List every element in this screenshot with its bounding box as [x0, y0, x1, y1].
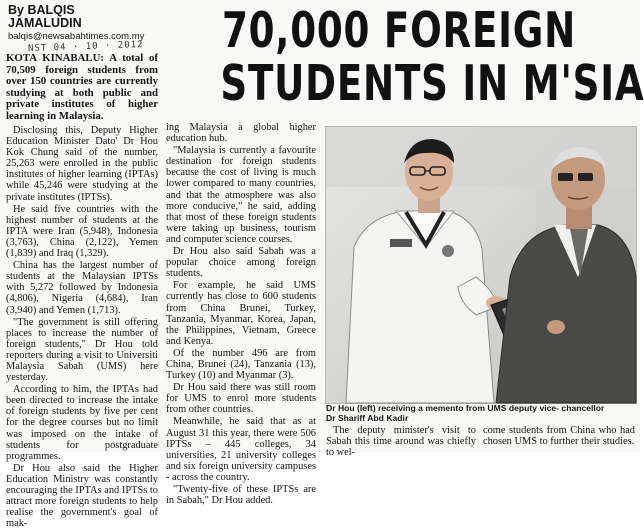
article-column-1 [6, 53, 158, 530]
article-paragraph: Meanwhile, he said that as at August 31 this year, there were 506 IPTSs – 445 colleges, 34 universities, 21 university colleges and six foreign university campuses - across the country. [166, 416, 316, 483]
article-paragraph: Of the number 496 are from China, Brunei (24), Tanzania (13), Turkey (10) and Myanmar (3). [166, 347, 316, 382]
photo-caption-line-2: Dr Shariff Abd Kadir [326, 413, 409, 423]
article-paragraph: "The government is still offering places to increase the number of foreign students," Dr Hou told reporters during a visit to Universiti Malaysia Sabah (UMS) here yesterday. [6, 316, 158, 384]
headline-line-2: STUDENTS IN M'SIA [220, 55, 644, 112]
article-paragraph: Dr Hou said there was still room for UMS to enrol more students from other countries. [166, 382, 316, 416]
article-paragraph: According to him, the IPTAs had been directed to increase the intake of foreign students by five per cent for the degree courses but no limit was imposed on the intake of students for postgraduate programmes. [6, 384, 158, 462]
article-paragraph: Disclosing this, Deputy Higher Education Minister Dato' Dr Hou Kok Chung said of the number, 25,263 were enrolled in the public institutes of higher learning (IPTAs) while 45,246 were studying at the private institutes (IPTSs). [6, 125, 158, 203]
photo-caption [326, 403, 636, 423]
article-paragraph: The deputy minister's visit to Sabah this time around was chiefly to wel- [326, 425, 476, 459]
article-paragraph: "Malaysia is currently a favourite destination for foreign students because the cost of living is much lower compared to many countries, and that the atmosphere was also more conducive," he said, adding that most of these foreign students were taking up business, tourism and computer science courses. [166, 145, 316, 245]
article-paragraph: Dr Hou also said Sabah was a popular choice among foreign students. [166, 246, 316, 280]
article-paragraph: come students from China who had chosen UMS to further their studies. [483, 425, 635, 448]
article-bottom-column-2 [483, 425, 635, 448]
headline [220, 2, 644, 112]
article-column-2 [166, 122, 316, 507]
article-lead: KOTA KINABALU: A total of 70,509 foreign students from over 150 countries are currently studying at both public and private institutes of higher learning in Malaysia. [6, 52, 158, 122]
news-photo [325, 126, 637, 404]
article-paragraph: Dr Hou also said the Higher Education Ministry was constantly encouraging the IPTAs and IPTSs to attract more foreign students to help realise the government's goal of mak- [6, 462, 158, 530]
article-paragraph: For example, he said UMS currently has close to 600 students from China Brunei, Turkey, Tanzania, Myanmar, Korea, Japan, the Philippines, Vietnam, Greece and Kenya. [166, 280, 316, 347]
article-paragraph: ing Malaysia a global higher education hub. [166, 122, 316, 145]
article-paragraph: "Twenty-five of these IPTSs are in Sabah," Dr Hou added. [166, 484, 316, 507]
byline-email: balqis@newsabahtimes.com.my [8, 31, 145, 42]
article-bottom-column-1 [326, 425, 476, 459]
article-paragraph: He said five countries with the highest number of students at the IPTA were Iran (5,948), Indonesia (3,763), China (2,122), Yemen (1,839) and Iraq (1,329). [6, 203, 158, 260]
handwritten-date: NST 04 · 10 · 2012 [27, 39, 144, 55]
byline-label: By BALQIS [8, 3, 75, 17]
byline-author-name: JAMALUDIN [8, 16, 82, 30]
article-paragraph: China has the largest number of students at the Malaysian IPTSs with 5,272 followed by Indonesia (4,806), Nigeria (4,684), Iran (3,940) and Yemen (1,713). [6, 260, 158, 316]
photo-illustration [326, 127, 636, 403]
headline-line-1: 70,000 FOREIGN [221, 2, 577, 59]
photo-caption-line-1: Dr Hou (left) receiving a memento from UMS deputy vice- chancellor [326, 403, 605, 413]
